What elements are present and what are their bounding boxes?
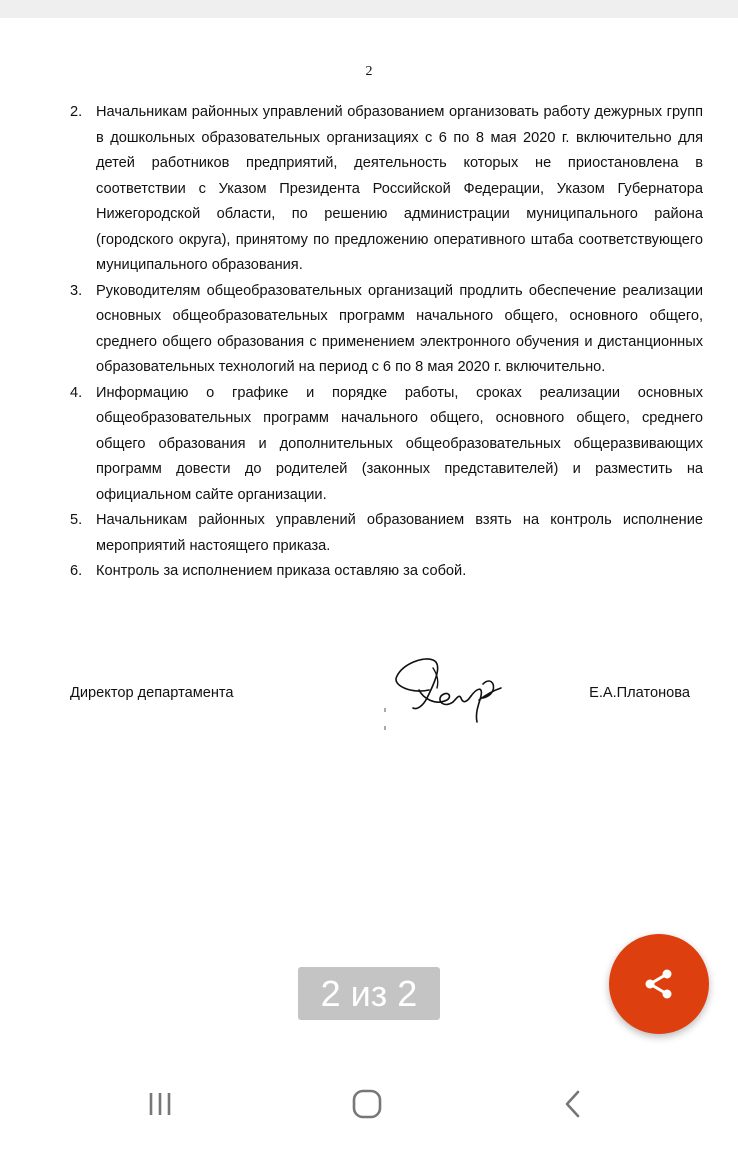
list-item [70,100,703,279]
item-text: Начальникам районных управлений образованием взять на контроль исполнение мероприятий настоящего приказа. [96,512,703,554]
signer-position: Директор департамента [70,685,234,701]
recent-apps-button[interactable] [140,1084,180,1124]
list-item [70,508,703,559]
back-button[interactable] [553,1084,593,1124]
list-item [70,279,703,381]
item-number: 3. [70,282,83,299]
share-button[interactable] [609,934,709,1034]
signature-block [70,685,690,715]
item-number: 5. [70,512,83,528]
recent-apps-icon [145,1089,175,1119]
status-bar-strip [0,0,738,18]
item-text: Информацию о графике и порядке работы, сроках реализации основных общеобразовательных программ начального общего, основного общего, среднего общего образования и дополнительных общеобразовательных общеразвивающих программ довести до родителей (законных представителей) и разместить на официальном сайте организации. [96,384,703,503]
document-page[interactable] [0,18,738,1058]
item-number: 2. [70,104,83,120]
item-text: Начальникам районных управлений образованием организовать работу дежурных групп в дошкольных образовательных организациях с 6 по 8 мая 2020 г. включительно для детей работников предприятий, деятельность которых не приостановлена в соответствии с Указом Президента Российской Федерации, Указом Губернатора Нижегородской области, по решению администрации муниципального района (городского округа), принятому по предложению оперативного штаба соответствующего муниципального образования. [96,104,703,273]
home-icon [350,1087,384,1121]
item-number: 6. [70,563,83,579]
back-icon [558,1089,588,1119]
page-indicator: 2 из 2 [298,967,440,1020]
item-text: Контроль за исполнением приказа оставляю за собой. [96,563,467,579]
item-text: Руководителям общеобразовательных организаций продлить обеспечение реализации основных общеобразовательных программ начального общего, основного общего, среднего общего образования с применением электронного обучения и дистанционных образовательных технологий на период с 6 по 8 мая 2020 г. включительно. [96,282,703,375]
list-item [70,559,703,585]
order-items-list [70,100,703,585]
handwritten-signature [383,650,513,730]
share-icon [642,967,676,1001]
item-number: 4. [70,384,83,401]
signer-name: Е.А.Платонова [589,685,690,701]
list-item [70,381,703,509]
home-button[interactable] [347,1084,387,1124]
system-navigation-bar [0,1058,738,1149]
page-number: 2 [365,64,373,79]
